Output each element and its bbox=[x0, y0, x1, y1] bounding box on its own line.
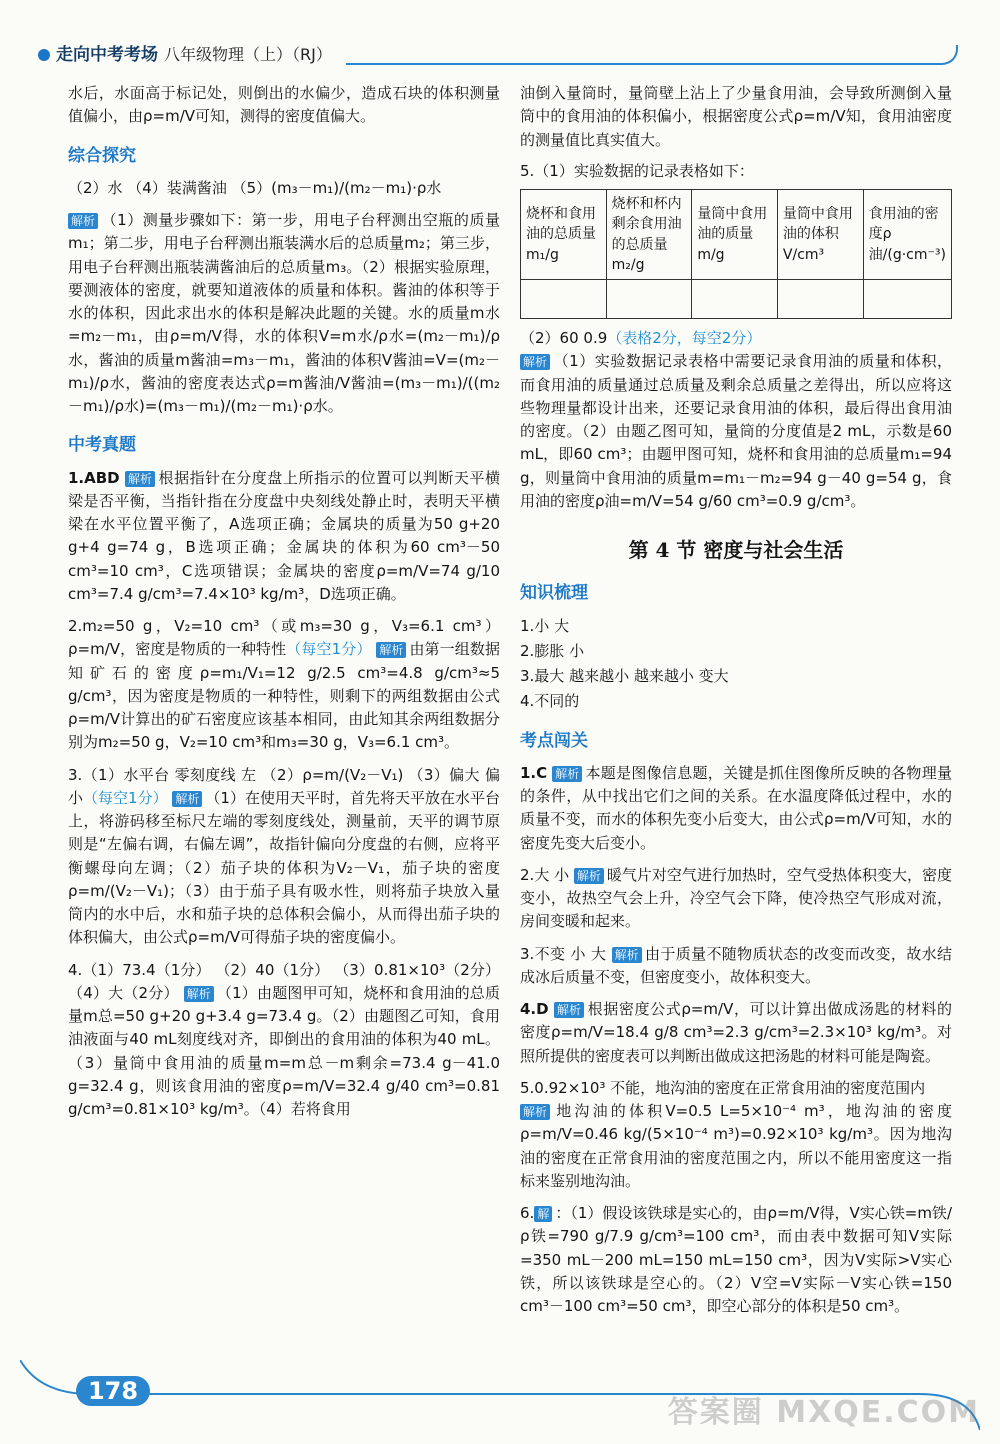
right-continuation-paragraph: 油倒入量筒时，量筒壁上沾上了少量食用油，会导致所测倒入量筒中的食用油的体积偏小，根据密度公式ρ=m/V知，食用油密度的测量值比真实值大。 bbox=[520, 84, 952, 149]
section-title-exam: 中考真题 bbox=[68, 435, 136, 456]
checkpoint-q1-text: 本题是图像信息题，关键是抓住图像所反映的各物理量的条件，从中找出它们之间的关系。在水温度降低过程中，水的质量不变，而水的体积先变小后变大，由公式ρ=m/V可知，水的密度先变大后变小。 bbox=[520, 763, 952, 852]
checkpoint-q6-answer: 6. bbox=[520, 1204, 535, 1223]
checkpoint-question-5 bbox=[520, 1077, 952, 1193]
left-column bbox=[68, 82, 500, 1130]
analysis-tag: 解析 bbox=[612, 947, 642, 963]
section-title-comprehensive: 综合探究 bbox=[68, 145, 136, 166]
page-number: 178 bbox=[76, 1376, 150, 1406]
exam-question-3 bbox=[68, 764, 500, 950]
analysis-tag: 解析 bbox=[574, 868, 604, 884]
record-table-empty-row bbox=[521, 280, 952, 319]
exam-q3-text: （1）在使用天平时，首先将天平放在水平台上，将游码移至标尺左端的零刻度线处，测量前，天平的调节原则是“左偏右调，右偏左调”，故指针偏向分度盘的右侧，应将平衡螺母向左调；（2）茄子块的体积为V₂－V₁，茄子块的密度ρ=m/(V₂－V₁)；（3）由于茄子具有吸水性，则将茄子块放入量筒内的水中后，水和茄子块的总体积会偏小，从而得出茄子块的体积偏大，由公式ρ=m/V可得茄子块的密度偏小。 bbox=[68, 788, 501, 947]
record-table-cell bbox=[692, 280, 778, 319]
solution-tag: 解 bbox=[534, 1206, 552, 1222]
header-rule bbox=[346, 45, 958, 65]
exam-q1-text: 根据指针在分度盘上所指示的位置可以判断天平横梁是否平衡，当指针指在分度盘中央刻线处静止时，表明天平横梁在水平位置平衡了，A选项正确；金属块的质量为50 g+20 g+4 g=74 g，B选项正确；金属块的体积为60 cm³－50 cm³=10 cm³，C选项错误；金属块的密度ρ=m/V=74 g/10 cm³=7.4 g/cm³=7.4×10³ kg/m³，D选项正确。 bbox=[68, 468, 500, 603]
checkpoint-question-3 bbox=[520, 943, 952, 990]
exam-q3-score: （每空1分） bbox=[83, 788, 168, 807]
comprehensive-explanation bbox=[68, 209, 500, 418]
checkpoint-question-4 bbox=[520, 998, 952, 1068]
record-table-header-row bbox=[521, 190, 952, 280]
section-title-knowledge: 知识梳理 bbox=[520, 583, 588, 604]
checkpoint-question-6 bbox=[520, 1202, 952, 1318]
checkpoint-q6-text: ：（1）假设该铁球是实心的，由ρ=m/V得，V实心铁=m铁/ρ铁=790 g/7.9 g/cm³=100 cm³，而由表中数据可知V实际=350 mL－200 mL=150 mL=150 cm³，因为V实际>V实心铁，所以该铁球是空心的。（2）V空=V实际－V实心铁=150 cm³－100 cm³=50 cm³，即空心部分的体积是50 cm³。 bbox=[520, 1204, 952, 1316]
record-table-header-cell: 食用油的密度ρ油/(g·cm⁻³) bbox=[863, 190, 951, 280]
knowledge-item-3: 3.最大 越来越小 越来越小 变大 bbox=[520, 667, 729, 686]
analysis-tag: 解析 bbox=[376, 642, 406, 658]
record-table-header-cell: 量筒中食用油的体积V/cm³ bbox=[777, 190, 863, 280]
exam-q5-answer: （2）60 0.9 bbox=[520, 329, 608, 348]
checkpoint-q1-answer: 1.C bbox=[520, 763, 548, 782]
analysis-tag: 解析 bbox=[552, 766, 582, 782]
record-table-cell bbox=[777, 280, 863, 319]
record-table-header-cell: 烧杯和杯内剩余食用油的总质量m₂/g bbox=[606, 190, 692, 280]
exam-q4-text: （1）由题图甲可知，烧杯和食用油的总质量m总=50 g+20 g+3.4 g=73.4 g。（2）由题图乙可知，食用油液面与40 mL刻度线对齐，即倒出的食用油的体积为40 mL。（3）量筒中食用油的质量m=m总－m剩余=73.4 g－41.0 g=32.4 g，则该食用油的密度ρ=m/V=32.4 g/40 cm³=0.81 g/cm³=0.81×10³ kg/m³。（4）若将食用 bbox=[68, 983, 500, 1119]
right-column bbox=[520, 82, 952, 1327]
record-table bbox=[520, 189, 952, 319]
exam-question-5 bbox=[520, 327, 952, 513]
record-table-header-cell: 量筒中食用油的质量m/g bbox=[692, 190, 778, 280]
exam-q5-intro: 5.（1）实验数据的记录表格如下： bbox=[520, 161, 754, 180]
analysis-tag: 解析 bbox=[184, 986, 214, 1002]
checkpoint-q2-text: 暖气片对空气进行加热时，空气受热体积变大，密度变小，故热空气会上升，冷空气会下降，使冷热空气形成对流，房间变暖和起来。 bbox=[520, 865, 952, 931]
exam-question-1 bbox=[68, 467, 500, 607]
checkpoint-q5-text: 地沟油的体积V=0.5 L=5×10⁻⁴ m³，地沟油的密度ρ=m/V=0.46 kg/(5×10⁻⁴ m³)=0.92×10³ kg/m³。因为地沟油的密度在正常食用油的密度范围之内，所以不能用密度这一指标来鉴别地沟油。 bbox=[520, 1102, 952, 1190]
knowledge-item-2: 2.膨胀 小 bbox=[520, 641, 585, 660]
comprehensive-explanation-text: （1）测量步骤如下：第一步，用电子台秤测出空瓶的质量m₁；第二步，用电子台秤测出瓶装满水后的总质量m₂；第三步，用电子台秤测出瓶装满酱油后的总质量m₃。（2）根据实验原理，要测液体的密度，就要知道液体的质量和体积。酱油的体积等于水的体积，因此求出水的体积是解决此题的关键。水的质量m水=m₂－m₁，由ρ=m/V得，水的体积V=m水/ρ水=(m₂－m₁)/ρ水，酱油的质量m酱油=m₃－m₁，酱油的体积V酱油=V=(m₂－m₁)/ρ水，酱油的密度表达式ρ=m酱油/V酱油=(m₃－m₁)/((m₂－m₁)/ρ水)=(m₃－m₁)/(m₂－m₁)·ρ水。 bbox=[68, 211, 500, 416]
exam-q4-answer: 4.（1）73.4（1分） （2）40（1分） （3）0.81×10³（2分） （4）大（2分） bbox=[68, 960, 500, 1002]
analysis-tag: 解析 bbox=[554, 1002, 584, 1018]
knowledge-item-4: 4.不同的 bbox=[520, 692, 580, 711]
exam-q2-text: 由第一组数据知矿石的密度ρ=m₁/V₁=12 g/2.5 cm³=4.8 g/cm³≈5 g/cm³，因为密度是物质的一种特性，则剩下的两组数据由公式ρ=m/V计算出的矿石密度应该基本相同，由此知其余两组数据分别为m₂=50 g，V₂=10 cm³和m₃=30 g，V₃=6.1 cm³。 bbox=[68, 640, 500, 752]
checkpoint-q3-text: 由于质量不随物质状态的改变而改变，故水结成冰后质量不变，但密度变小，故体积变大。 bbox=[520, 944, 952, 986]
analysis-tag: 解析 bbox=[125, 471, 155, 487]
exam-q5-score: （表格2分，每空2分） bbox=[607, 329, 762, 348]
page-header bbox=[38, 40, 958, 70]
comprehensive-answer: （2）水 （4）装满酱油 （5）(m₃－m₁)/(m₂－m₁)·ρ水 bbox=[68, 178, 442, 197]
exam-q2-score: （每空1分） bbox=[286, 640, 372, 659]
checkpoint-q3-answer: 3.不变 小 大 bbox=[520, 944, 607, 963]
header-brand: 走向中考考场 bbox=[56, 44, 158, 65]
exam-question-2 bbox=[68, 615, 500, 755]
knowledge-item-1: 1.小 大 bbox=[520, 616, 570, 635]
checkpoint-q2-answer: 2.大 小 bbox=[520, 865, 570, 884]
header-subject: 八年级物理（上）（RJ） bbox=[164, 44, 332, 64]
checkpoint-q4-answer: 4.D bbox=[520, 1000, 549, 1019]
page-footer bbox=[0, 1360, 1000, 1444]
exam-q1-answer: 1.ABD bbox=[68, 468, 120, 487]
checkpoint-q4-text: 根据密度公式ρ=m/V，可以计算出做成汤匙的材料的密度ρ=m/V=18.4 g/8 cm³=2.3 g/cm³=2.3×10³ kg/m³。对照所提供的密度表可以判断出做成这把汤匙的材料可能是陶瓷。 bbox=[520, 1000, 952, 1065]
record-table-cell bbox=[606, 280, 692, 319]
section-title-checkpoint: 考点闯关 bbox=[520, 730, 588, 751]
analysis-tag: 解析 bbox=[520, 354, 550, 370]
left-intro-paragraph: 水后，水面高于标记处，则倒出的水偏少，造成石块的体积测量值偏小，由ρ=m/V可知，测得的密度值偏大。 bbox=[68, 84, 500, 126]
exam-question-4 bbox=[68, 959, 500, 1122]
record-table-header-cell: 烧杯和食用油的总质量m₁/g bbox=[521, 190, 607, 280]
checkpoint-question-2 bbox=[520, 864, 952, 934]
chapter-title: 第 4 节 密度与社会生活 bbox=[628, 538, 844, 563]
exam-q2-answer: 2.m₂=50 g，V₂=10 cm³（或m₃=30 g，V₃=6.1 cm³） ρ=m/V，密度是物质的一种特性 bbox=[68, 617, 500, 659]
checkpoint-question-1 bbox=[520, 762, 952, 855]
header-dot-icon bbox=[38, 49, 50, 61]
analysis-tag: 解析 bbox=[520, 1104, 550, 1120]
exam-q3-answer: 3.（1）水平台 零刻度线 左 （2）ρ=m/(V₂－V₁) （3）偏大 偏小 bbox=[68, 765, 500, 807]
analysis-tag: 解析 bbox=[68, 213, 98, 229]
record-table-cell bbox=[863, 280, 951, 319]
checkpoint-q5-answer: 5.0.92×10³ 不能，地沟油的密度在正常食用油的密度范围内 bbox=[520, 1078, 926, 1097]
exam-q5-text: （1）实验数据记录表格中需要记录食用油的质量和体积，而食用油的质量通过总质量及剩余总质量之差得出，所以应将这些物理量都设计出来，还要记录食用油的体积，最后得出食用油的密度。（2）由题乙图可知，量筒的分度值是2 mL，示数是60 mL，即60 cm³；由题甲图可知，烧杯和食用油的总质量m₁=94 g，则量筒中食用油的质量m=m₁－m₂=94 g－40 g=54 g，食用油的密度ρ油=m/V=54 g/60 cm³=0.9 g/cm³。 bbox=[520, 352, 952, 510]
record-table-cell bbox=[521, 280, 607, 319]
analysis-tag: 解析 bbox=[172, 791, 202, 807]
watermark-logo: 答案圈 MXQE.COM bbox=[667, 1394, 980, 1430]
